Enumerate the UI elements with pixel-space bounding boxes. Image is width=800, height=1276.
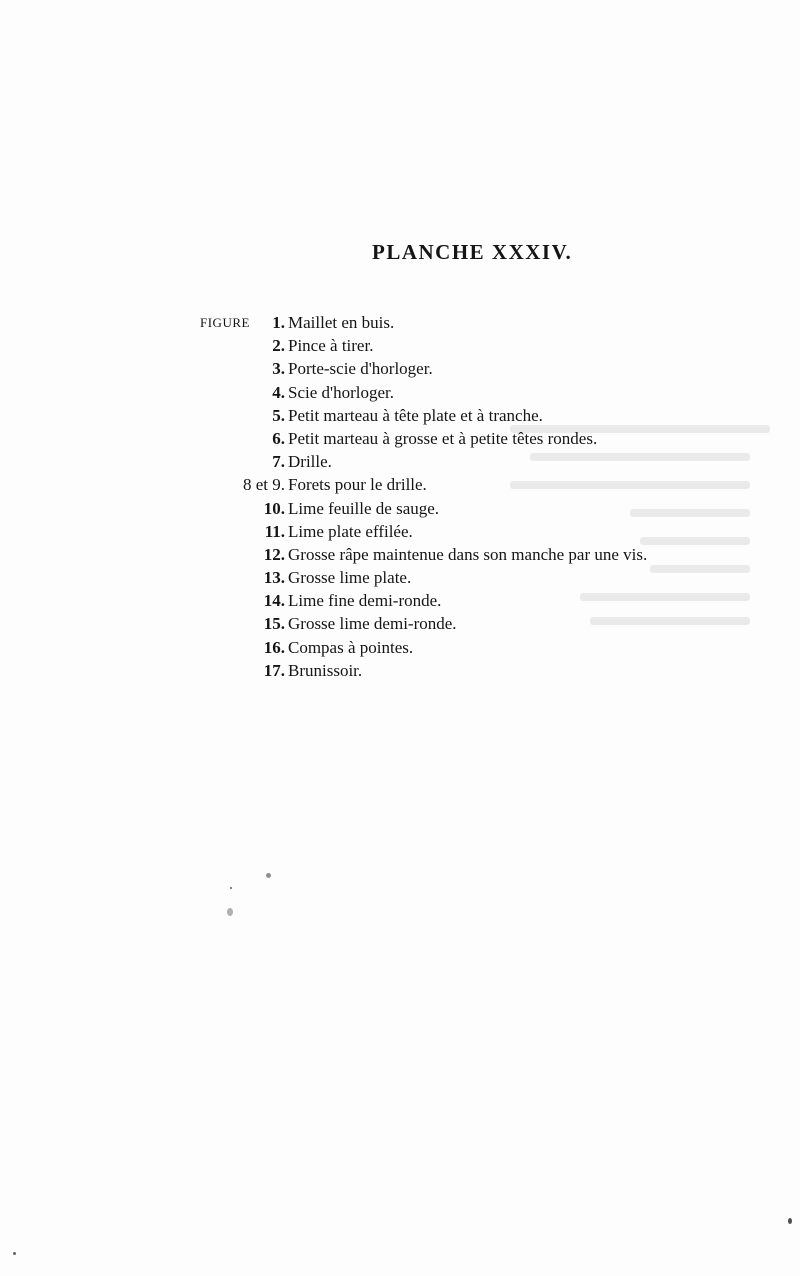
list-item xyxy=(200,636,760,659)
figure-caption: Grosse râpe maintenue dans son manche par une vis. xyxy=(288,544,648,564)
figure-number: 1. xyxy=(272,313,285,332)
list-item xyxy=(200,334,760,357)
figure-caption: Grosse lime demi-ronde. xyxy=(288,614,457,634)
ink-speck xyxy=(230,887,232,889)
list-item xyxy=(200,612,760,635)
ink-speck xyxy=(13,1252,16,1255)
ink-speck xyxy=(266,873,271,878)
list-item xyxy=(200,450,760,473)
list-item xyxy=(200,589,760,612)
figure-caption: Compas à pointes. xyxy=(288,637,414,657)
figure-caption: Drille. xyxy=(288,452,332,472)
figure-caption: Pince à tirer. xyxy=(288,336,374,356)
figure-number: 12. xyxy=(263,544,285,564)
figure-caption: Petit marteau à grosse et à petite têtes rondes. xyxy=(288,428,598,448)
list-item xyxy=(200,381,760,404)
figure-number: 14. xyxy=(263,591,285,611)
figure-number: 5. xyxy=(272,405,285,425)
figure-caption: Lime plate effilée. xyxy=(288,521,413,541)
figure-caption: Lime feuille de sauge. xyxy=(288,498,440,518)
list-item xyxy=(200,497,760,520)
figure-number: 3. xyxy=(272,359,285,379)
list-item xyxy=(200,311,760,334)
list-item xyxy=(200,473,760,496)
list-item xyxy=(200,659,760,682)
figure-number: 17. xyxy=(263,660,285,680)
list-item xyxy=(200,357,760,380)
figure-label: FIGURE xyxy=(200,315,250,330)
figure-number: 4. xyxy=(272,382,285,402)
figure-caption: Brunissoir. xyxy=(288,660,363,680)
ink-speck xyxy=(227,908,233,916)
list-item xyxy=(200,427,760,450)
figure-number: 2. xyxy=(272,336,285,356)
list-item xyxy=(200,543,760,566)
figure-number: 13. xyxy=(263,568,285,588)
list-item xyxy=(200,520,760,543)
figure-caption: Petit marteau à tête plate et à tranche. xyxy=(288,405,543,425)
ink-speck xyxy=(788,1218,792,1224)
figure-caption: Grosse lime plate. xyxy=(288,568,412,588)
list-item xyxy=(200,404,760,427)
figure-caption: Lime fine demi-ronde. xyxy=(288,591,442,611)
figure-number: 16. xyxy=(263,637,285,657)
figure-caption: Maillet en buis. xyxy=(288,313,395,332)
figure-number: 6. xyxy=(272,428,285,448)
figure-number: 10. xyxy=(263,498,285,518)
figure-caption: Porte-scie d'horloger. xyxy=(288,359,433,379)
figure-caption: Forets pour le drille. xyxy=(288,475,427,495)
figure-caption: Scie d'horloger. xyxy=(288,382,394,402)
figure-number: 7. xyxy=(272,452,285,472)
figure-number: 15. xyxy=(263,614,285,634)
figure-number: 11. xyxy=(264,521,285,541)
figure-list xyxy=(200,311,760,682)
list-item xyxy=(200,566,760,589)
figure-number: 8 et 9. xyxy=(242,475,285,495)
page-title: PLANCHE XXXIV. xyxy=(372,240,573,264)
